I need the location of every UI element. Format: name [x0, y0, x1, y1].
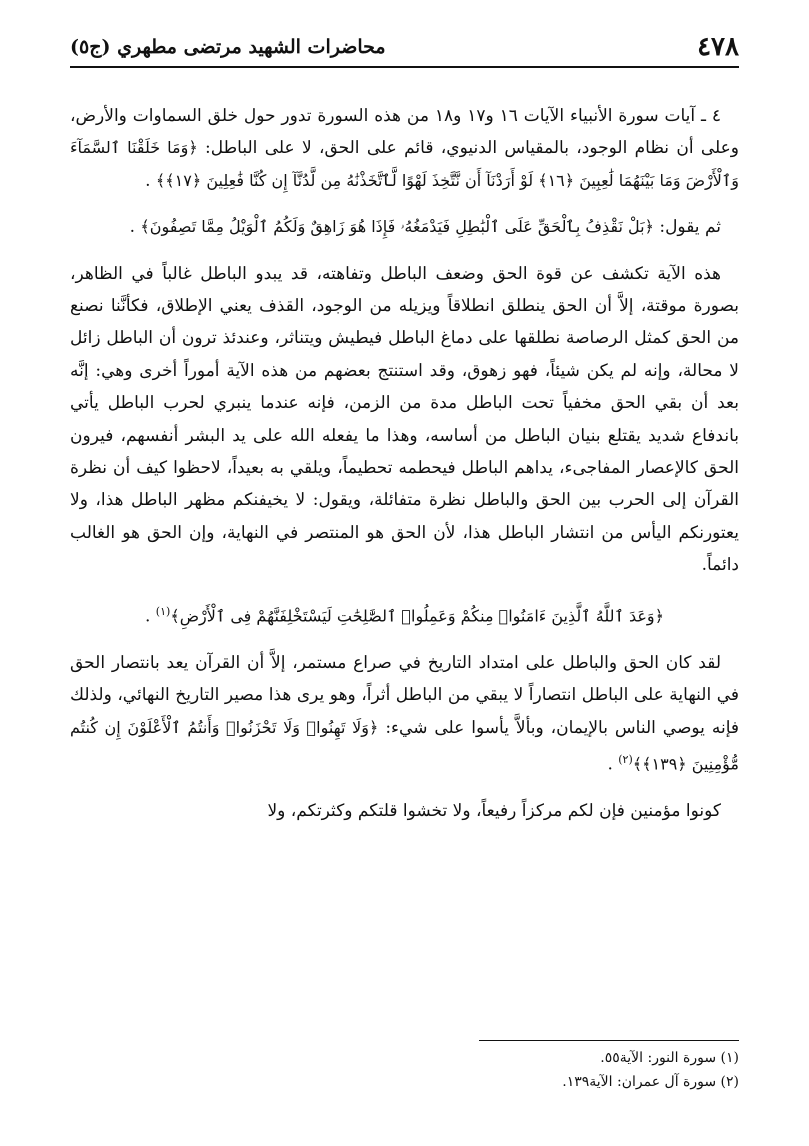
- footnote-divider: [479, 1040, 739, 1041]
- paragraph-4: [70, 596, 739, 633]
- footnote-2: (٢) سورة آل عمران: الآية١٣٩.: [562, 1074, 739, 1090]
- paragraph-2-prefix: ثم يقول:: [659, 217, 721, 238]
- paragraph-2: [70, 211, 739, 243]
- page-number: ٤٧٨: [697, 32, 739, 62]
- body-text: [70, 100, 739, 841]
- paragraph-1: [70, 100, 739, 197]
- quran-verse-anbiya-16-17: ﴿وَمَا خَلَقْنَا ٱلسَّمَآءَ وَٱلْأَرْضَ وَمَا بَيْنَهُمَا لَٰعِبِينَ ﴿١٦﴾ لَوْ أَرَدْنَآ أَن نَّتَّخِذَ لَهْوًا لَّٱتَّخَذْنَٰهُ مِن لَّدُنَّآ إِن كُنَّا فَٰعِلِينَ ﴿١٧﴾﴾: [70, 138, 739, 190]
- paragraph-4-end: .: [144, 606, 151, 627]
- footnotes: [70, 1046, 739, 1094]
- running-title: محاضرات الشهيد مرتضى مطهري (ج٥): [70, 36, 386, 58]
- paragraph-1-text: ٤ ـ آيات سورة الأنبياء الآيات ١٦ و١٧ و١٨ من هذه السورة تدور حول خلق السماوات والأرض، وعلى أن نظام الوجود، بالمقياس الدنيوي، قائم على الحق، لا على الباطل:: [70, 106, 740, 159]
- paragraph-3: هذه الآية تكشف عن قوة الحق وضعف الباطل وتفاهته، قد يبدو الباطل غالباً في الظاهر، بصورة موقتة، إلاَّ أن الحق ينطلق انطلاقاً ويزيله من الوجود، القذف يعني الإطلاق، فكأنَّنا نصنع من الحق كمثل الرصاصة نطلقها على دماغ الباطل فيطيش ويتناثر، وعندئذ ترون أن الباطل زائل لا محالة، وإنه لم يكن شيئاً، فهو زهوق، وقد استنتج بعضهم من هذه الآية أموراً أخرى وهي: إنَّه بعد أن بقي الحق مخفياً تحت الباطل مدة من الزمن، فإنه عندما ينبري لحرب الباطل يأتي باندفاع شديد يقتلع بنيان الباطل من أساسه، وهذا ما يفعله الله على يد البشر أنفسهم، فيرون الحق كالإعصار المفاجىء، يداهم الباطل فيحطمه تحطيماً، ويلقي به بعيداً، لاحظوا كيف أن نظرة القرآن إلى الحرب بين الحق والباطل نظرة متفائلة، ويقول: لا يخيفنكم مظهر الباطل هذا، ولا يعتورنكم اليأس من انتشار الباطل هذا، لأن الحق هو المنتصر في النهاية، وإن الحق هو الغالب دائماً.: [70, 263, 739, 576]
- paragraph-1-end: .: [145, 170, 151, 191]
- quran-verse-al-imran-139: ﴿وَلَا تَهِنُوا۟ وَلَا تَحْزَنُوا۟ وَأَنتُمُ ٱلْأَعْلَوْنَ إِن كُنتُم مُّؤْمِنِينَ ﴿١٣٩﴾﴾: [70, 717, 739, 774]
- footnote-1: (١) سورة النور: الآية٥٥.: [600, 1050, 739, 1066]
- paragraph-2-end: .: [129, 217, 135, 238]
- footnote-ref-2: (٢): [618, 752, 633, 766]
- paragraph-6: كونوا مؤمنين فإن لكم مركزاً رفيعاً، ولا تخشوا قلتكم وكثرتكم، ولا: [267, 801, 721, 822]
- quran-verse-anbiya-18: ﴿بَلْ نَقْذِفُ بِٱلْحَقِّ عَلَى ٱلْبَٰطِلِ فَيَدْمَغُهُۥ فَإِذَا هُوَ زَاهِقٌ وَلَكُمُ ٱلْوَيْلُ مِمَّا تَصِفُونَ﴾: [140, 217, 654, 237]
- paragraph-5-text: لقد كان الحق والباطل على امتداد التاريخ في صراع مستمر، إلاَّ أن القرآن يعد بانتصار الحق في النهاية على الباطل انتصاراً لا يبقي من الباطل أثراً، وهو يرى هذا مصير التاريخ النهائي، ولذلك فإنه يوصي الناس بالإيمان، وبألاَّ يأسوا على شيء:: [70, 652, 739, 738]
- page-header: [70, 30, 739, 68]
- paragraph-5: [70, 647, 739, 781]
- paragraph-5-end: .: [607, 754, 613, 775]
- footnote-ref-1: (١): [155, 604, 171, 618]
- quran-verse-nur-55: ﴿وَعَدَ ٱللَّهُ ٱلَّذِينَ ءَامَنُوا۟ مِنكُمْ وَعَمِلُوا۟ ٱلصَّٰلِحَٰتِ لَيَسْتَخْلِفَنَّهُمْ فِى ٱلْأَرْضِ﴾: [170, 606, 664, 626]
